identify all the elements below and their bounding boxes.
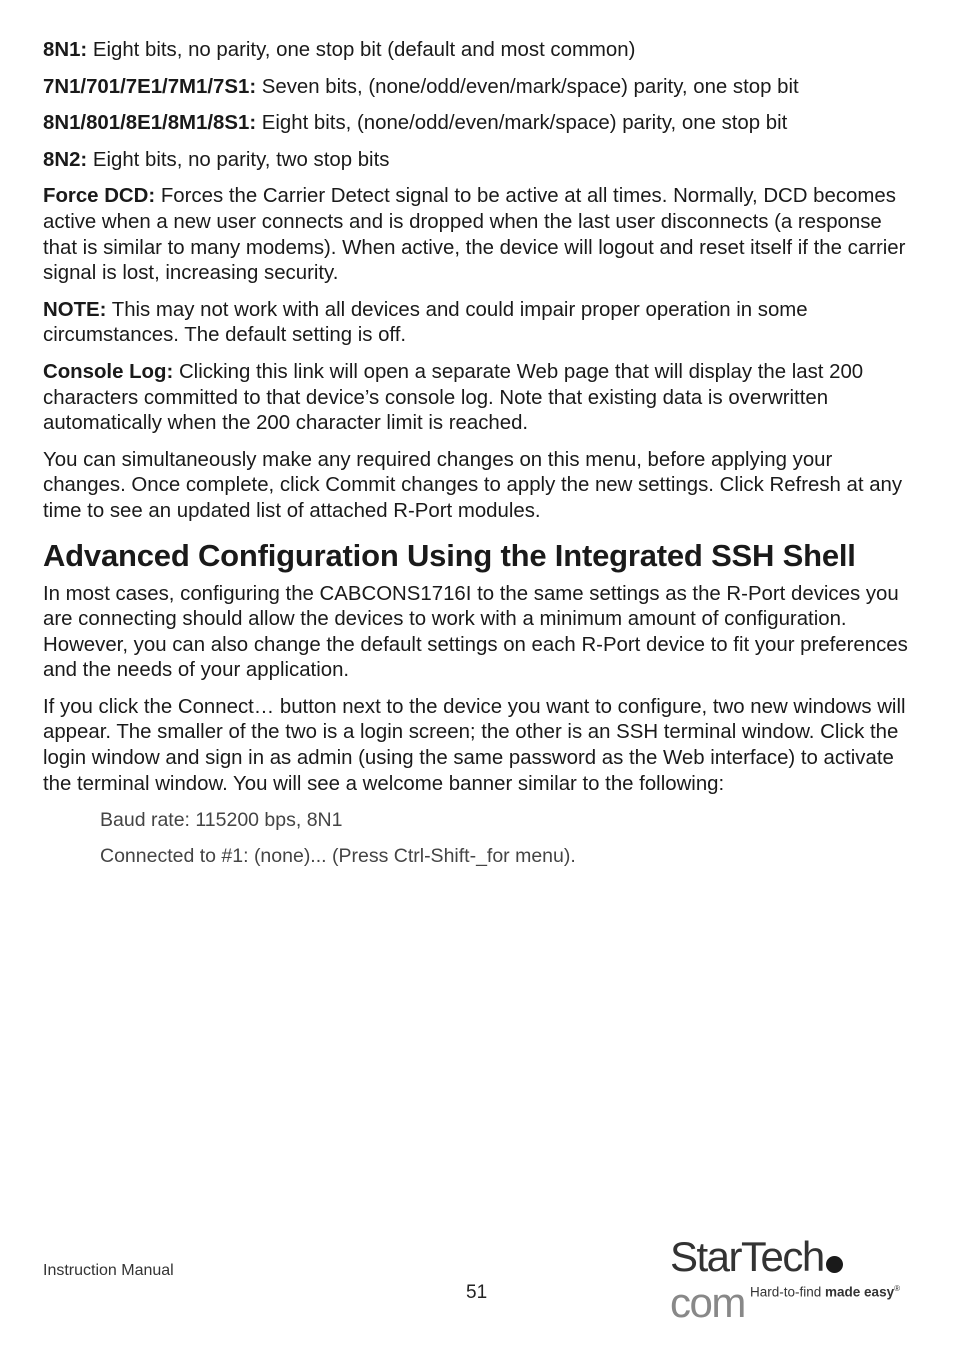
startech-logo [670,1233,910,1326]
page-content [43,38,913,880]
banner-line-connected: Connected to #1: (none)... (Press Ctrl-Shift-_for menu). [100,845,576,868]
section-paragraph-1: In most cases, configuring the CABCONS1716I to the same settings as the R-Port devices you are connecting should allow the devices to work with a minimum amount of configuration. However, you can also change the default settings on each R-Port device to fit your preferences and the needs of your application. [43,582,908,682]
logo-dot-icon [826,1256,843,1273]
tagline-bold: made easy [825,1284,895,1300]
registered-mark: ® [894,1284,900,1293]
setting-description: Eight bits, no parity, two stop bits [92,148,390,171]
setting-8-bit [43,111,913,137]
setting-8n1 [43,38,913,64]
console-log-term: Console Log: [43,360,174,383]
console-log-text: Clicking this link will open a separate Web page that will display the last 200 characters committed to that device’s console log. Note that existing data is overwritten automatically when the 200 character limit is reached. [43,360,864,435]
footer-manual-label: Instruction Manual [43,1262,174,1279]
note-paragraph [43,298,913,349]
setting-term: 8N1: [43,39,88,61]
note-text: This may not work with all devices and could impair proper operation in some circumstances. The default setting is off. [43,298,808,347]
force-dcd-text: Forces the Carrier Detect signal to be active at all times. Normally, DCD becomes active when a new user connects and is dropped when the last user disconnects (a response that is similar to many modems). When active, the device will logout and reset itself if the carrier signal is lost, increasing security. [43,185,906,285]
page-number: 51 [466,1282,488,1303]
setting-8n2 [43,148,913,174]
force-dcd-term: Force DCD: [43,185,156,208]
logo-tagline [750,1284,900,1300]
banner-line-baud: Baud rate: 115200 bps, 8N1 [100,809,343,832]
setting-term: 8N1/801/8E1/8M1/8S1: [43,112,257,135]
setting-term: 7N1/701/7E1/7M1/7S1: [43,75,257,98]
changes-paragraph: You can simultaneously make any required changes on this menu, before applying your changes. Once complete, click Commit changes to apply the new settings. Click Refresh at any time to see an updated list of attached R-Port modules. [43,448,903,522]
setting-description: Eight bits, no parity, one stop bit (default and most common) [92,39,636,61]
console-log-paragraph [43,360,913,437]
force-dcd-paragraph [43,184,913,286]
logo-brand-text: StarTech [670,1233,824,1280]
setting-term: 8N2: [43,148,88,171]
section-heading: Advanced Configuration Using the Integrated SSH Shell [43,537,856,573]
tagline-regular: Hard-to-find [750,1284,826,1300]
setting-description: Eight bits, (none/odd/even/mark/space) parity, one stop bit [261,112,788,135]
logo-com-text: com [670,1279,745,1326]
note-term: NOTE: [43,298,107,321]
section-paragraph-2: If you click the Connect… button next to the device you want to configure, two new windows will appear. The smaller of the two is a login screen; the other is an SSH terminal window. Click the login window and sign in as admin (using the same password as the Web interface) to activate the terminal window. You will see a welcome banner similar to the following: [43,695,906,795]
logo-wordmark [670,1234,910,1326]
setting-7-bit [43,75,913,101]
setting-description: Seven bits, (none/odd/even/mark/space) parity, one stop bit [261,75,799,98]
